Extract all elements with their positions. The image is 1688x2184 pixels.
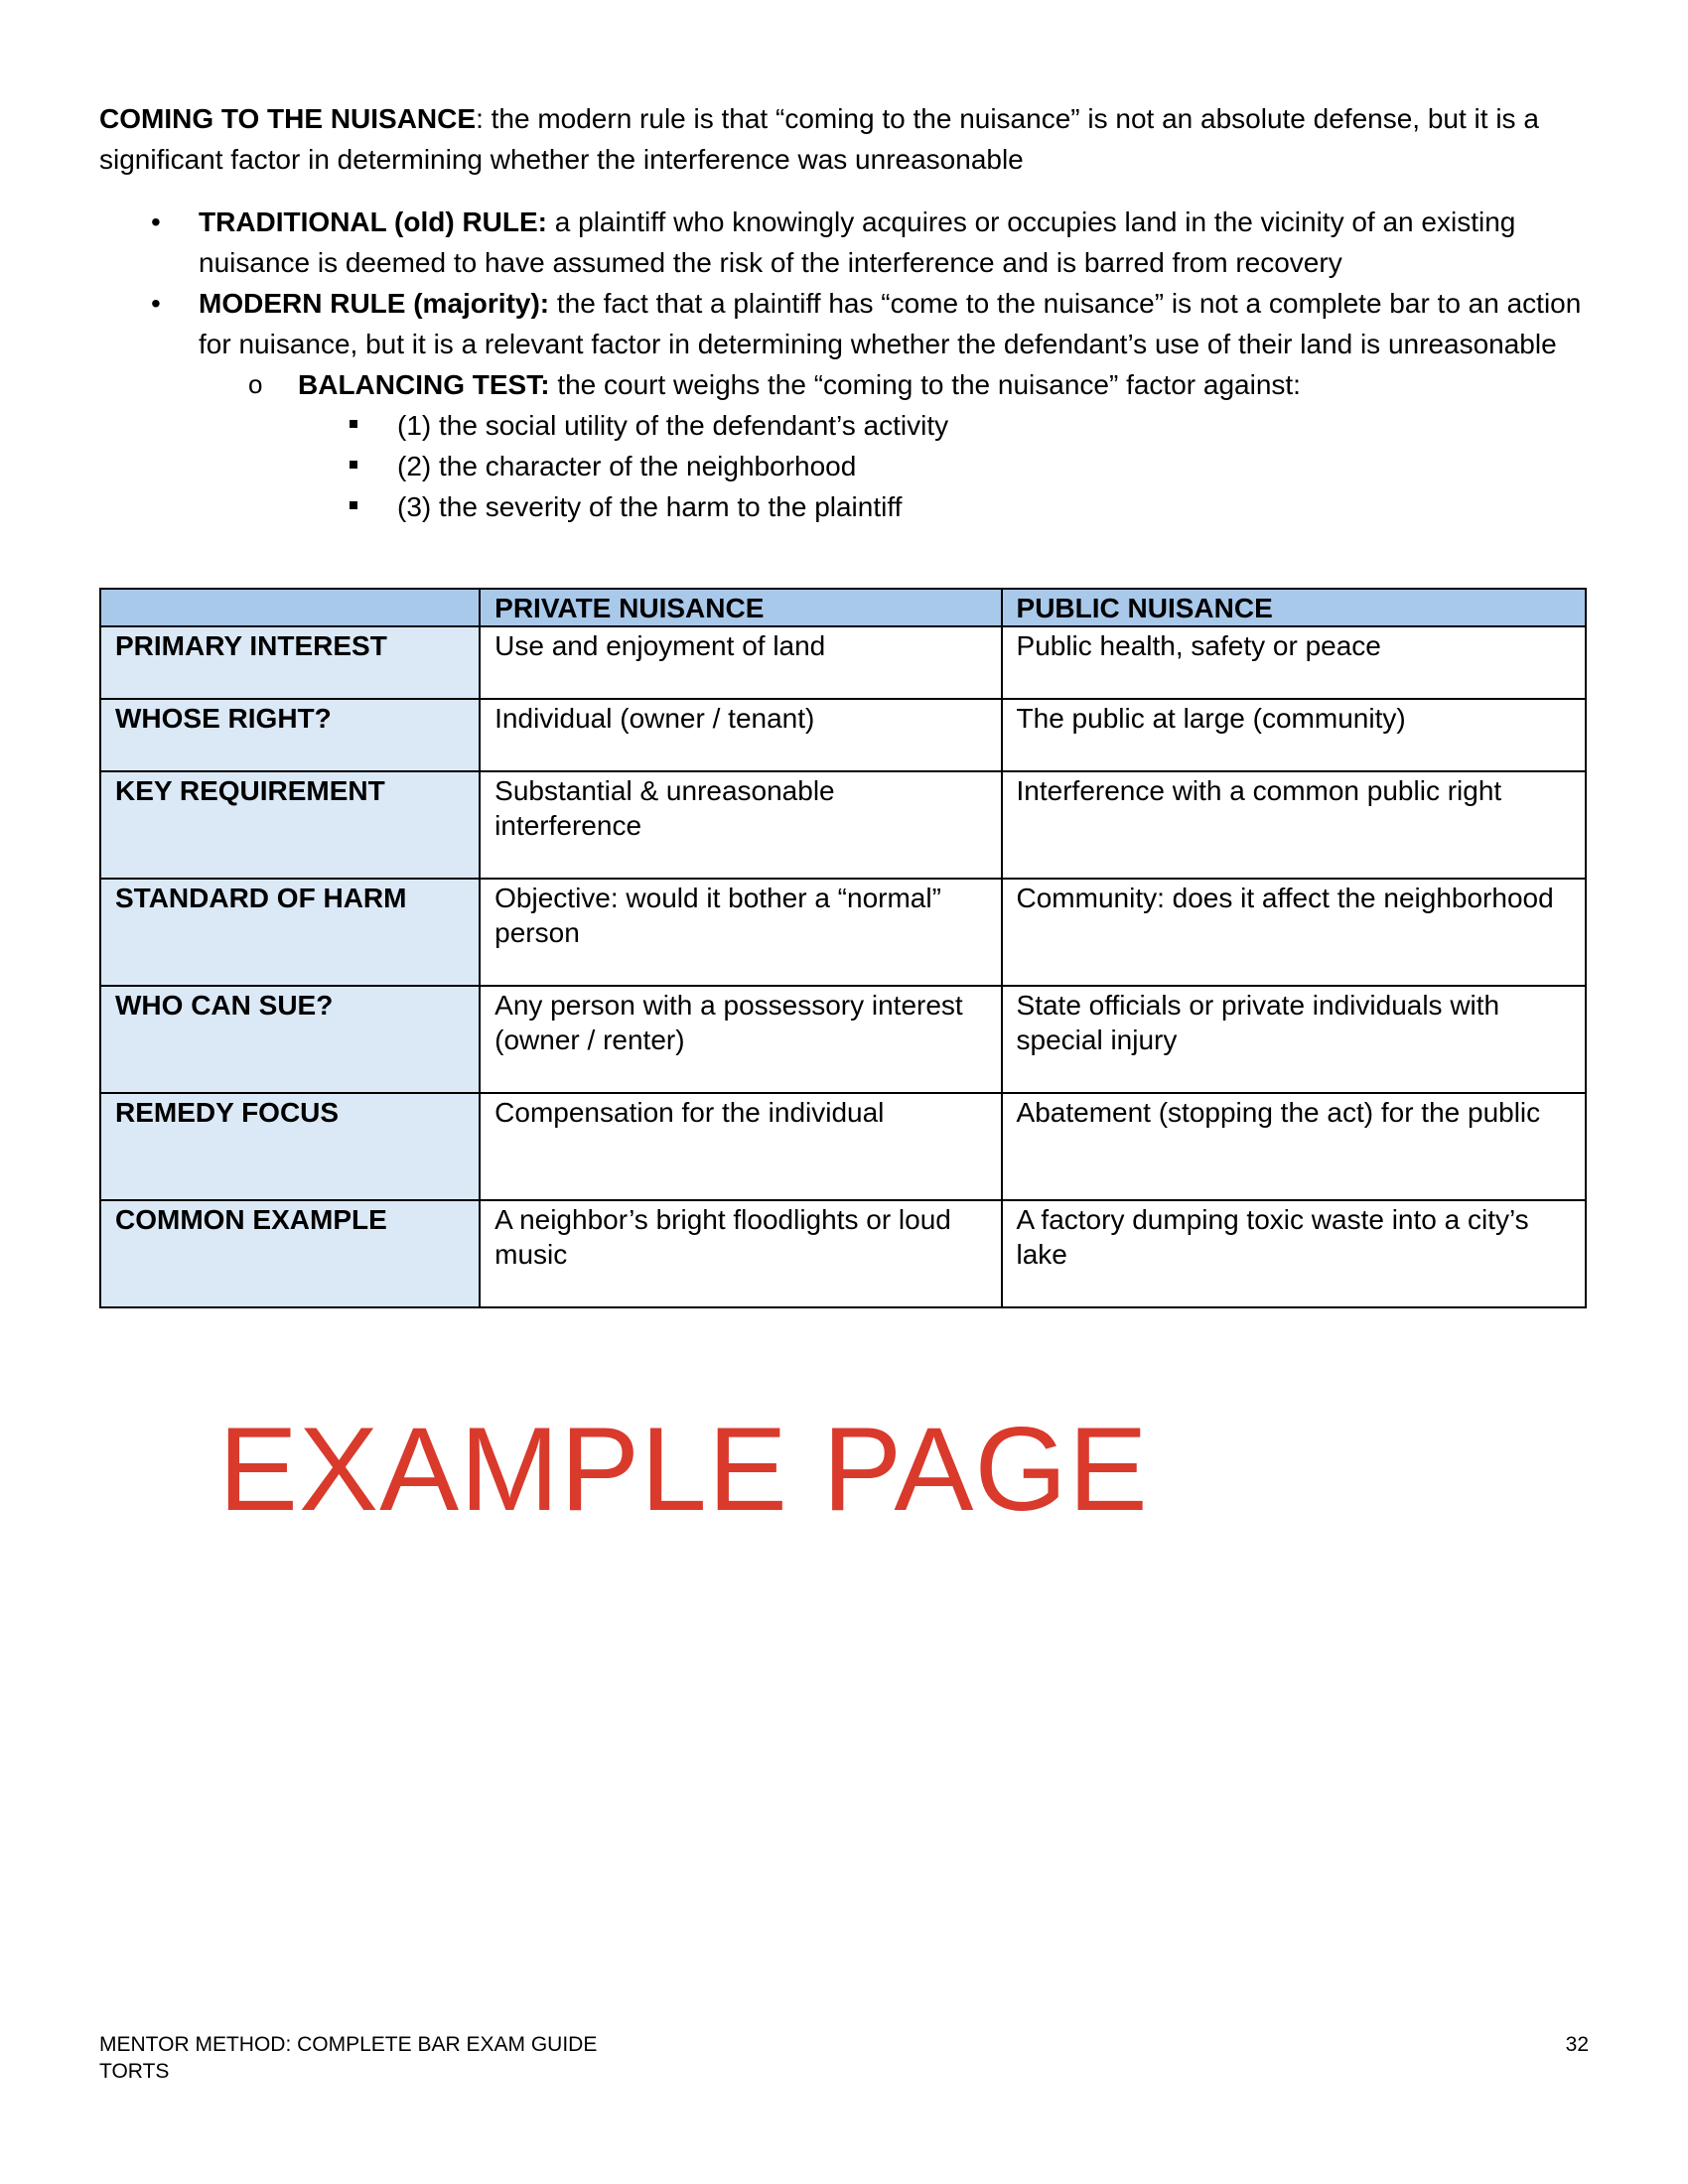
private-cell: Use and enjoyment of land (480, 626, 1001, 699)
row-label: KEY REQUIREMENT (100, 771, 480, 879)
square-bullet-icon (350, 461, 357, 469)
bullet-text: a plaintiff who knowingly acquires or occupies land in the vicinity of an existing nuisance is deemed to have assumed the risk of the interference and is barred from recovery (199, 206, 1516, 278)
balancing-test-item (99, 364, 1599, 405)
private-cell: A neighbor’s bright floodlights or loud music (480, 1200, 1001, 1307)
example-page-stamp: EXAMPLE PAGE (218, 1403, 1149, 1536)
row-label: STANDARD OF HARM (100, 879, 480, 986)
intro-text: : the modern rule is that “coming to the nuisance” is not an absolute defense, but it is a significant factor in determining whether the interference was unreasonable (99, 103, 1539, 175)
balancing-label: BALANCING TEST: (298, 369, 550, 400)
private-cell: Substantial & unreasonable interference (480, 771, 1001, 879)
intro-paragraph (99, 98, 1599, 180)
table-row (100, 1200, 1586, 1307)
bullet-label: MODERN RULE (majority): (199, 288, 550, 319)
circle-bullet-icon: o (248, 369, 263, 399)
nuisance-comparison-table (99, 588, 1587, 1308)
square-bullet-icon (350, 420, 357, 428)
row-label: PRIMARY INTEREST (100, 626, 480, 699)
factor-text: (1) the social utility of the defendant’s activity (397, 410, 949, 441)
intro-term: COMING TO THE NUISANCE (99, 103, 477, 134)
private-cell: Any person with a possessory interest (owner / renter) (480, 986, 1001, 1093)
public-cell: Interference with a common public right (1002, 771, 1586, 879)
bullet-dot-icon: • (151, 288, 161, 319)
private-cell: Individual (owner / tenant) (480, 699, 1001, 771)
header-cell-public: PUBLIC NUISANCE (1002, 589, 1586, 626)
table-row (100, 986, 1586, 1093)
page-number: 32 (1565, 2033, 1589, 2056)
square-bullet-icon (350, 501, 357, 509)
footer-guide-title: MENTOR METHOD: COMPLETE BAR EXAM GUIDE (99, 2033, 598, 2056)
bullet-traditional-rule (99, 202, 1599, 283)
rules-list (99, 202, 1599, 527)
table-header-row (100, 589, 1586, 626)
page-footer (99, 2031, 597, 2085)
header-cell-empty (100, 589, 480, 626)
public-cell: Community: does it affect the neighborhood (1002, 879, 1586, 986)
table-row (100, 1093, 1586, 1200)
public-cell: Abatement (stopping the act) for the public (1002, 1093, 1586, 1200)
row-label: REMEDY FOCUS (100, 1093, 480, 1200)
public-cell: A factory dumping toxic waste into a city’s lake (1002, 1200, 1586, 1307)
table-row (100, 699, 1586, 771)
footer-subject: TORTS (99, 2060, 170, 2083)
bullet-modern-rule (99, 283, 1599, 364)
public-cell: State officials or private individuals with special injury (1002, 986, 1586, 1093)
table-row (100, 626, 1586, 699)
table-row (100, 771, 1586, 879)
bullet-text: the fact that a plaintiff has “come to the nuisance” is not a complete bar to an action for nuisance, but it is a relevant factor in determining whether the defendant’s use of their land is unreasonable (199, 288, 1582, 359)
bullet-label: TRADITIONAL (old) RULE: (199, 206, 547, 237)
balancing-factor (99, 405, 1599, 446)
bullet-dot-icon: • (151, 206, 161, 237)
row-label: WHO CAN SUE? (100, 986, 480, 1093)
balancing-text: the court weighs the “coming to the nuisance” factor against: (549, 369, 1301, 400)
public-cell: Public health, safety or peace (1002, 626, 1586, 699)
header-cell-private: PRIVATE NUISANCE (480, 589, 1001, 626)
row-label: WHOSE RIGHT? (100, 699, 480, 771)
factor-text: (3) the severity of the harm to the plaintiff (397, 491, 903, 522)
private-cell: Objective: would it bother a “normal” person (480, 879, 1001, 986)
table-row (100, 879, 1586, 986)
public-cell: The public at large (community) (1002, 699, 1586, 771)
balancing-factor (99, 486, 1599, 527)
row-label: COMMON EXAMPLE (100, 1200, 480, 1307)
private-cell: Compensation for the individual (480, 1093, 1001, 1200)
factor-text: (2) the character of the neighborhood (397, 451, 857, 481)
balancing-factor (99, 446, 1599, 486)
